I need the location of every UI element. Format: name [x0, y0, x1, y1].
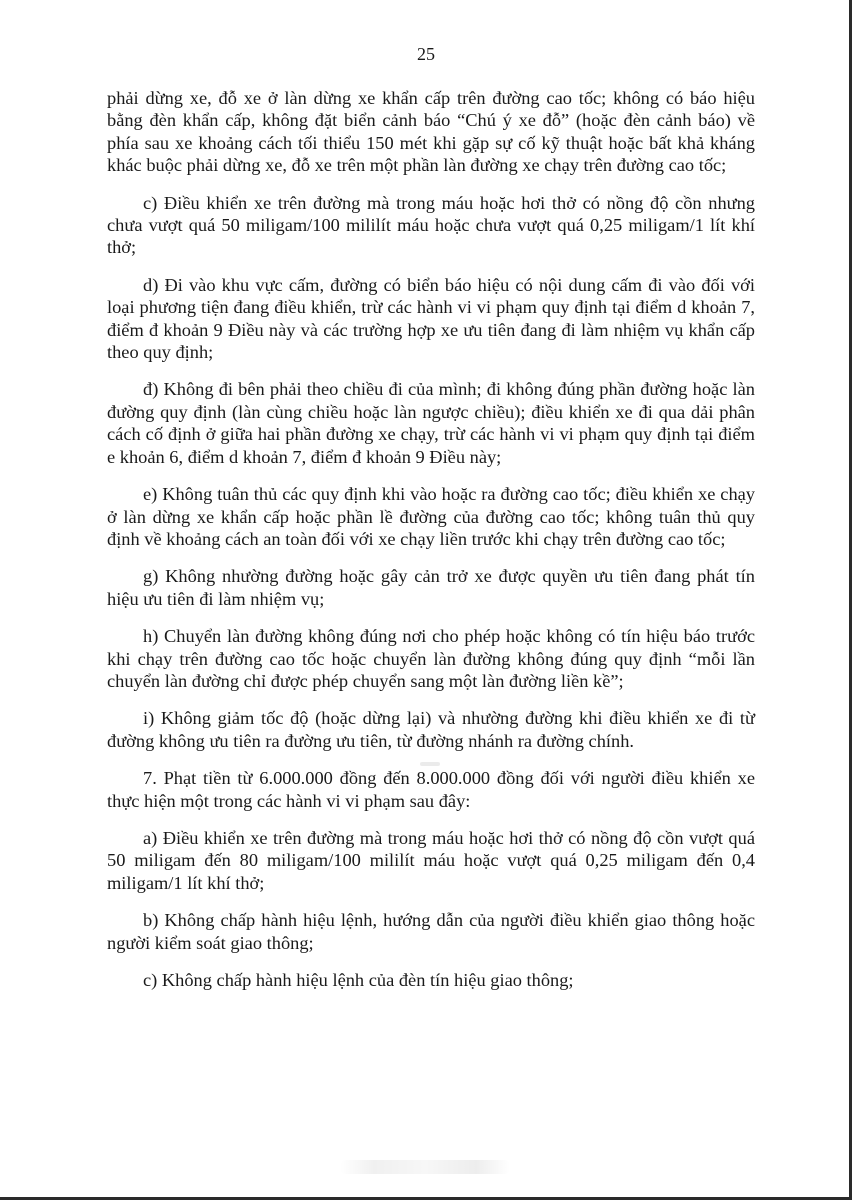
paragraph: i) Không giảm tốc độ (hoặc dừng lại) và nhường đường khi điều khiển xe đi từ đường không ưu tiên ra đường ưu tiên, từ đường nhánh ra đường chính. [107, 708, 755, 751]
scan-artifact [420, 762, 440, 766]
paragraph: e) Không tuân thủ các quy định khi vào hoặc ra đường cao tốc; điều khiển xe chạy ở làn dừng xe khẩn cấp hoặc phần lề đường của đường cao tốc; không tuân thủ quy định về khoảng cách an toàn đối với xe chạy liền trước khi chạy trên đường cao tốc; [107, 484, 755, 549]
scan-artifact [340, 1160, 510, 1174]
paragraph: 7. Phạt tiền từ 6.000.000 đồng đến 8.000.000 đồng đối với người điều khiển xe thực hiện một trong các hành vi vi phạm sau đây: [107, 768, 755, 811]
paragraph: phải dừng xe, đỗ xe ở làn dừng xe khẩn cấp trên đường cao tốc; không có báo hiệu bằng đèn khẩn cấp, không đặt biển cảnh báo “Chú ý xe đỗ” (hoặc đèn cảnh báo) về phía sau xe khoảng cách tối thiểu 150 mét khi gặp sự cố kỹ thuật hoặc bất khả kháng khác buộc phải dừng xe, đỗ xe trên một phần làn đường xe chạy trên đường cao tốc; [107, 88, 755, 176]
page-content [107, 87, 755, 1006]
paragraph: đ) Không đi bên phải theo chiều đi của mình; đi không đúng phần đường hoặc làn đường quy định (làn cùng chiều hoặc làn ngược chiều); điều khiển xe đi qua dải phân cách cố định ở giữa hai phần đường xe chạy, trừ các hành vi vi phạm quy định tại điểm e khoản 6, điểm d khoản 7, điểm đ khoản 9 Điều này; [107, 379, 755, 467]
paragraph: h) Chuyển làn đường không đúng nơi cho phép hoặc không có tín hiệu báo trước khi chạy trên đường cao tốc hoặc chuyển làn đường không đúng quy định “mỗi lần chuyển làn đường chỉ được phép chuyển sang một làn đường liền kề”; [107, 626, 755, 691]
paragraph: d) Đi vào khu vực cấm, đường có biển báo hiệu có nội dung cấm đi vào đối với loại phương tiện đang điều khiển, trừ các hành vi vi phạm quy định tại điểm d khoản 7, điểm đ khoản 9 Điều này và các trường hợp xe ưu tiên đang đi làm nhiệm vụ khẩn cấp theo quy định; [107, 274, 755, 363]
paragraph: g) Không nhường đường hoặc gây cản trở xe được quyền ưu tiên đang phát tín hiệu ưu tiên đi làm nhiệm vụ; [107, 566, 755, 609]
paragraph: c) Không chấp hành hiệu lệnh của đèn tín hiệu giao thông; [143, 970, 574, 990]
paragraph: b) Không chấp hành hiệu lệnh, hướng dẫn của người điều khiển giao thông hoặc người kiểm soát giao thông; [107, 910, 755, 953]
paragraph: c) Điều khiển xe trên đường mà trong máu hoặc hơi thở có nồng độ cồn nhưng chưa vượt quá 50 miligam/100 mililít máu hoặc chưa vượt quá 0,25 miligam/1 lít khí thở; [107, 192, 755, 258]
page-number: 25 [417, 44, 435, 64]
paragraph: a) Điều khiển xe trên đường mà trong máu hoặc hơi thở có nồng độ cồn vượt quá 50 miligam đến 80 miligam/100 mililít máu hoặc vượt quá 0,25 miligam đến 0,4 miligam/1 lít khí thở; [107, 827, 755, 893]
